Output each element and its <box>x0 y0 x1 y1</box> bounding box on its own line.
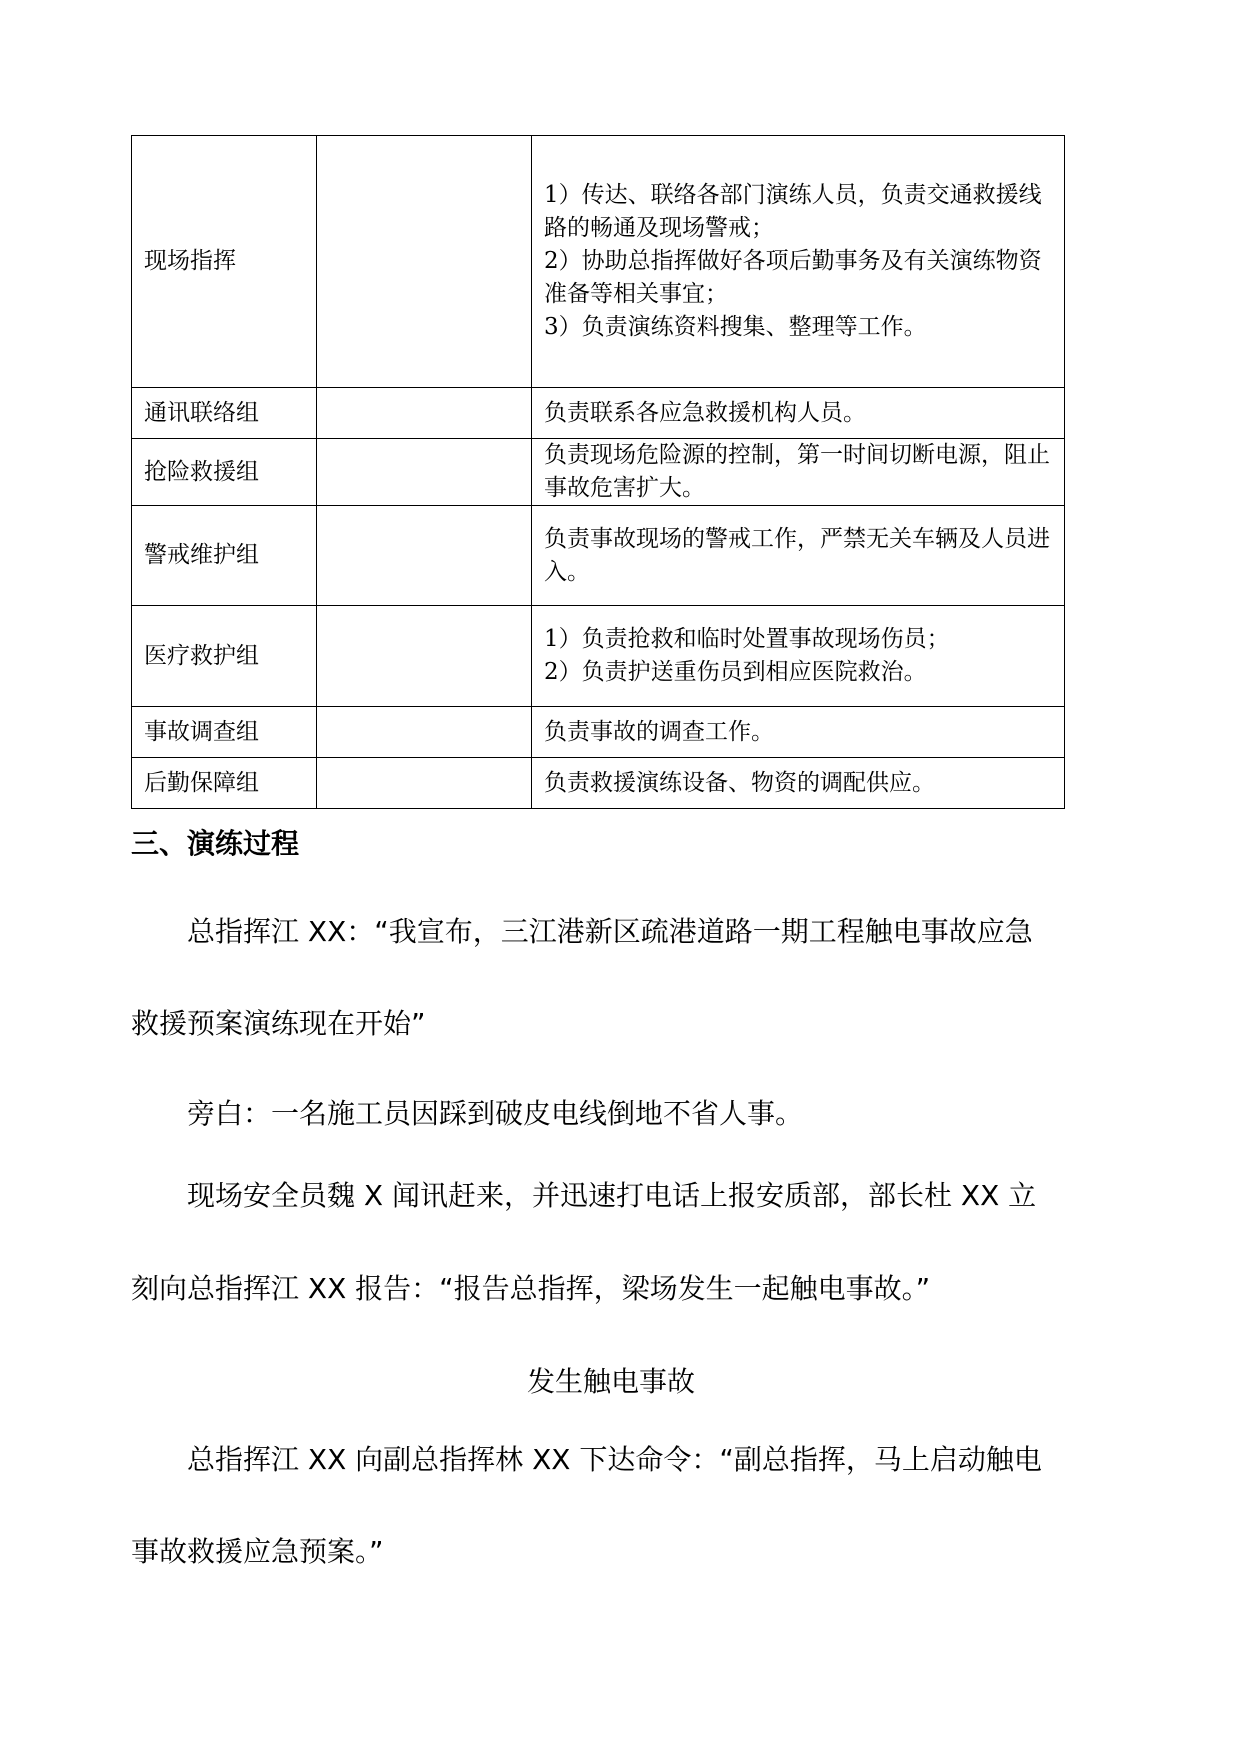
paragraph-line: 救援预案演练现在开始” <box>131 1007 426 1040</box>
duty-cell <box>532 439 1065 506</box>
duty-line: 事故危害扩大。 <box>544 475 705 501</box>
table-row <box>132 136 1065 388</box>
role-cell: 后勤保障组 <box>132 758 317 809</box>
name-cell <box>317 388 532 439</box>
organization-table <box>131 135 1065 809</box>
duty-cell <box>532 606 1065 707</box>
role-cell: 通讯联络组 <box>132 388 317 439</box>
table-row <box>132 506 1065 606</box>
paragraph-line: 现场安全员魏 X 闻讯赶来，并迅速打电话上报安质部，部长杜 XX 立 <box>187 1179 1037 1212</box>
paragraph-line: 总指挥江 XX 向副总指挥林 XX 下达命令：“副总指挥，马上启动触电 <box>187 1443 1042 1476</box>
paragraph-line: 总指挥江 XX：“我宣布，三江港新区疏港道路一期工程触电事故应急 <box>187 915 1033 948</box>
duty-line: 负责救援演练设备、物资的调配供应。 <box>544 769 935 796</box>
duty-line: 负责事故的调查工作。 <box>544 718 774 745</box>
duty-cell <box>532 136 1065 388</box>
duty-line: 1）负责抢救和临时处置事故现场伤员； <box>544 626 950 652</box>
role-cell: 医疗救护组 <box>132 606 317 707</box>
role-cell: 警戒维护组 <box>132 506 317 606</box>
duty-cell <box>532 388 1065 439</box>
duty-line: 3）负责演练资料搜集、整理等工作。 <box>544 314 927 340</box>
name-cell <box>317 506 532 606</box>
table-row <box>132 388 1065 439</box>
duty-cell <box>532 506 1065 606</box>
paragraph-line: 旁白：一名施工员因踩到破皮电线倒地不省人事。 <box>187 1097 804 1130</box>
section-heading: 三、演练过程 <box>131 827 300 860</box>
paragraph-line: 刻向总指挥江 XX 报告：“报告总指挥，梁场发生一起触电事故。” <box>131 1272 931 1305</box>
name-cell <box>317 707 532 758</box>
duty-line: 2）负责护送重伤员到相应医院救治。 <box>544 659 927 685</box>
duty-line: 负责联系各应急救援机构人员。 <box>544 399 866 426</box>
duty-line: 1）传达、联络各部门演练人员，负责交通救援线 <box>544 182 1042 208</box>
duty-line: 入。 <box>544 558 590 585</box>
role-cell: 事故调查组 <box>132 707 317 758</box>
duty-line: 路的畅通及现场警戒； <box>544 215 774 241</box>
scene-caption: 发生触电事故 <box>526 1365 695 1398</box>
name-cell <box>317 136 532 388</box>
table-row <box>132 707 1065 758</box>
table-row <box>132 439 1065 506</box>
name-cell <box>317 439 532 506</box>
paragraph-line: 事故救援应急预案。” <box>131 1535 384 1568</box>
name-cell <box>317 758 532 809</box>
duty-line: 2）协助总指挥做好各项后勤事务及有关演练物资 <box>544 248 1042 274</box>
role-cell: 现场指挥 <box>132 136 317 388</box>
duty-line: 准备等相关事宜； <box>544 281 728 307</box>
duty-cell <box>532 758 1065 809</box>
name-cell <box>317 606 532 707</box>
duty-line: 负责现场危险源的控制，第一时间切断电源，阻止 <box>544 442 1050 468</box>
duty-line: 负责事故现场的警戒工作，严禁无关车辆及人员进 <box>544 525 1050 552</box>
table-row <box>132 606 1065 707</box>
duty-cell <box>532 707 1065 758</box>
table-row <box>132 758 1065 809</box>
role-cell: 抢险救援组 <box>132 439 317 506</box>
